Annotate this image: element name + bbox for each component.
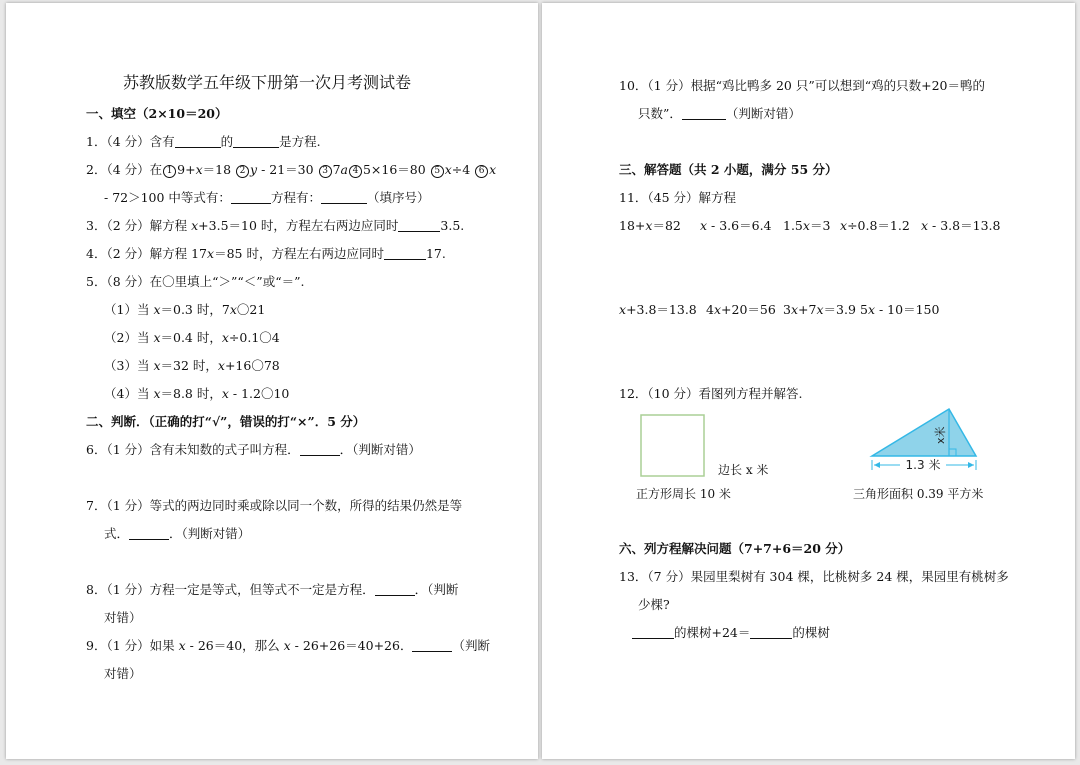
triangle-caption: 三角形面积 0.39 平方米: [853, 487, 984, 501]
question-9: 9．（1 分）如果 x - 26＝40，那么 x - 26+26＝40+26． （判断: [86, 638, 490, 653]
circled-number: 5: [431, 165, 444, 178]
question-5-item-4: （4）当 x＝8.8 时，x - 1.2〇10: [104, 386, 290, 401]
answer-blank[interactable]: [129, 527, 169, 540]
section-3-heading: 三、解答题（共 2 小题，满分 55 分）: [619, 162, 838, 177]
question-1: 1．（4 分）含有 的 是方程.: [86, 134, 321, 149]
circled-number: 6: [475, 165, 488, 178]
question-13-cont: 少棵?: [638, 597, 670, 612]
answer-blank[interactable]: [412, 639, 452, 652]
answer-blank[interactable]: [175, 135, 221, 148]
question-5-item-2: （2）当 x＝0.4 时，x÷0.1〇4: [104, 330, 280, 345]
question-7: 7．（1 分）等式的两边同时乘或除以同一个数，所得的结果仍然是等: [86, 498, 463, 513]
circled-number: 2: [236, 165, 249, 178]
equation: 18+x＝82: [619, 218, 681, 233]
figures: [542, 3, 1075, 759]
answer-blank[interactable]: [300, 443, 340, 456]
question-5-item-1: （1）当 x＝0.3 时，7x〇21: [104, 302, 266, 317]
answer-blank[interactable]: [632, 626, 674, 639]
question-13: 13．（7 分）果园里梨树有 304 棵，比桃树多 24 棵，果园里有桃树多: [619, 569, 1009, 584]
arrow-right-icon: [968, 462, 974, 468]
square-figure: [641, 415, 704, 476]
answer-blank[interactable]: [321, 191, 367, 204]
section-2-heading: 二、判断．（正确的打“√”，错误的打“×”．5 分）: [86, 414, 366, 429]
circled-number: 4: [349, 165, 362, 178]
answer-blank[interactable]: [398, 219, 440, 232]
base-label: 1.3 米: [905, 458, 941, 472]
question-11: 11．（45 分）解方程: [619, 190, 737, 205]
question-10: 10．（1 分）根据“鸡比鸭多 20 只”可以想到“鸡的只数+20＝鸭的: [619, 78, 985, 93]
answer-blank[interactable]: [750, 626, 792, 639]
question-13-equation: 的棵树+24＝ 的棵树: [632, 625, 830, 641]
question-10-cont: 只数”． （判断对错）: [638, 106, 801, 121]
equation: 3x+7x＝3.9: [783, 302, 856, 317]
question-2: 2．（4 分）在 1 9+x＝18 2 y - 21＝30 3 7a 4 5×16＝80 5 x÷4 6 x: [86, 162, 497, 177]
question-9-cont: 对错）: [104, 666, 142, 681]
equation: x - 3.8＝13.8: [921, 218, 1001, 233]
height-label: x米: [934, 426, 947, 444]
question-5-item-3: （3）当 x＝32 时，x+16〇78: [104, 358, 280, 373]
section-1-heading: 一、填空（2×10＝20）: [86, 106, 228, 121]
page-title: 苏教版数学五年级下册第一次月考测试卷: [123, 73, 412, 92]
answer-blank[interactable]: [384, 247, 426, 260]
question-8: 8．（1 分）方程一定是等式，但等式不一定是方程． ．（判断: [86, 582, 459, 597]
square-side-label: 边长 x 米: [718, 463, 769, 477]
question-6: 6．（1 分）含有未知数的式子叫方程． ．（判断对错）: [86, 442, 421, 457]
answer-blank[interactable]: [233, 135, 279, 148]
right-page: [542, 3, 1075, 759]
triangle-figure: [872, 409, 976, 456]
question-7-cont: 式． ．（判断对错）: [104, 526, 251, 541]
equation: x÷0.8＝1.2: [840, 218, 910, 233]
question-12: 12．（10 分）看图列方程并解答.: [619, 386, 803, 401]
question-4: 4．（2 分）解方程 17x＝85 时，方程左右两边应同时 17.: [86, 246, 446, 261]
section-6-heading: 六、列方程解决问题（7+7+6＝20 分）: [619, 541, 851, 556]
question-3: 3．（2 分）解方程 x+3.5＝10 时，方程左右两边应同时 3.5.: [86, 218, 465, 233]
question-2-cont: - 72＞100 中等式有： 方程有： （填序号）: [104, 190, 430, 205]
equation: 1.5x＝3: [783, 218, 831, 233]
question-5: 5．（8 分）在〇里填上“＞”“＜”或“＝”.: [86, 274, 305, 289]
left-page: [6, 3, 538, 759]
equation: 5x - 10＝150: [860, 302, 940, 317]
answer-blank[interactable]: [231, 191, 271, 204]
square-caption: 正方形周长 10 米: [636, 487, 731, 501]
answer-blank[interactable]: [375, 583, 415, 596]
question-8-cont: 对错）: [104, 610, 142, 625]
equation: x - 3.6＝6.4: [700, 218, 772, 233]
arrow-left-icon: [874, 462, 880, 468]
circled-number: 3: [319, 165, 332, 178]
equation: x+3.8＝13.8: [619, 302, 697, 317]
equation: 4x+20＝56: [706, 302, 776, 317]
circled-number: 1: [163, 165, 176, 178]
